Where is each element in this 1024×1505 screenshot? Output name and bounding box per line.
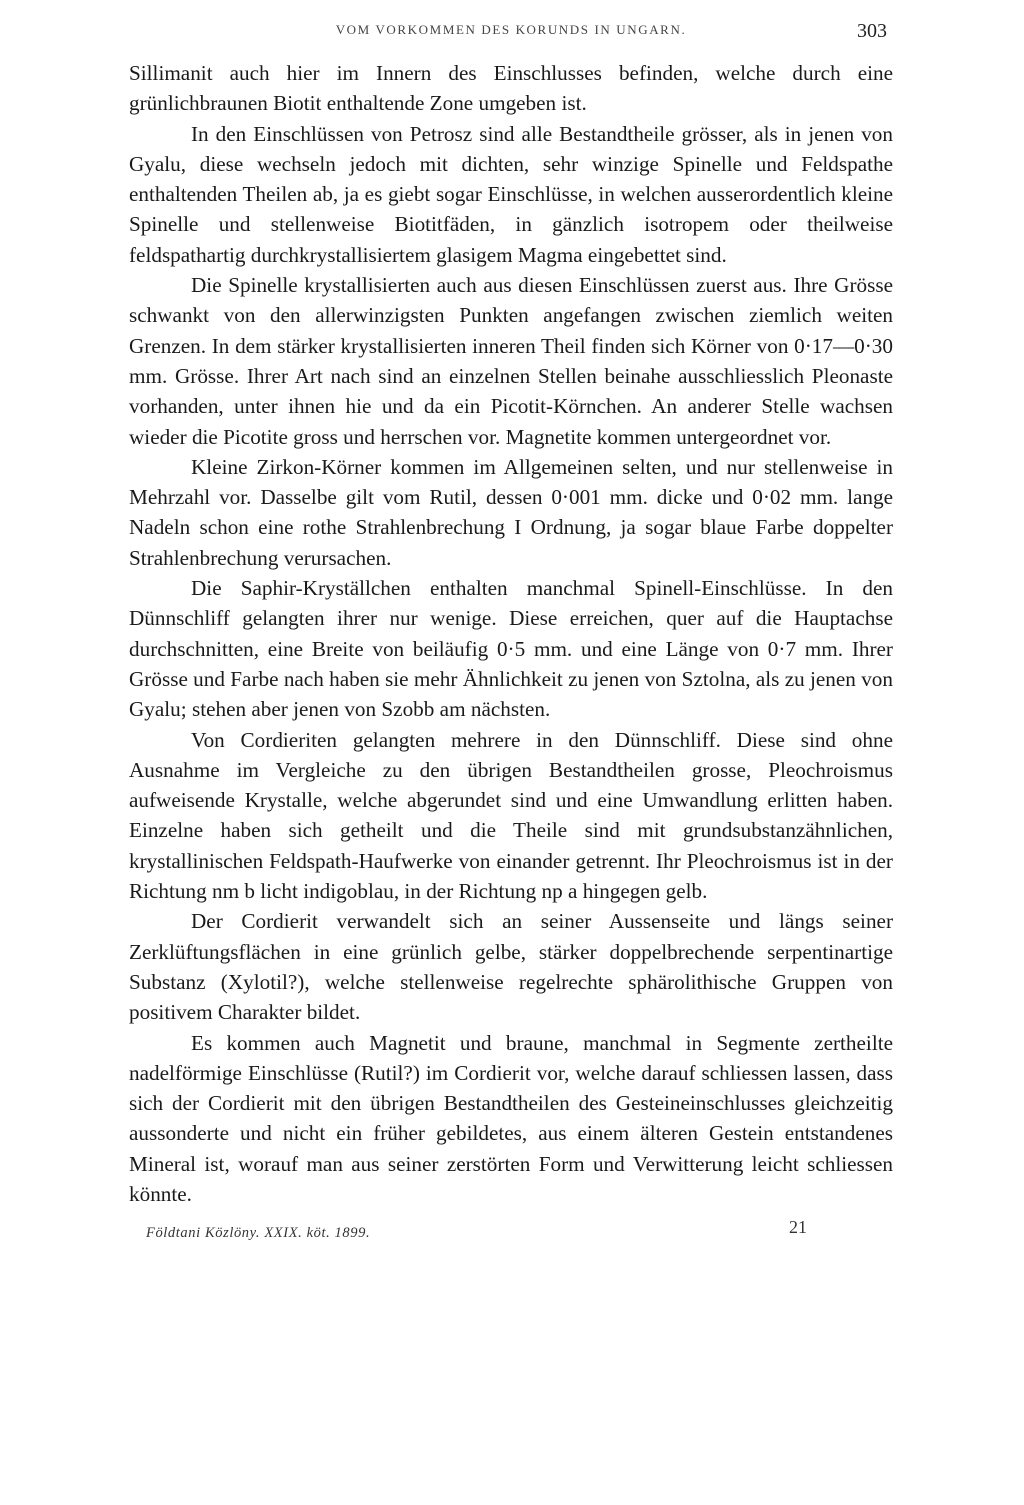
paragraph-zirkon-rutil: Kleine Zirkon-Körner kommen im Allgemeinen selten, und nur stellenweise in Mehrzahl vor. Dasselbe gilt vom Rutil, dessen 0·001 mm. dicke und 0·02 mm. lange Nadeln schon eine rothe Strahlenbrechung I Ordnung, ja sogar blaue Farbe doppelter Strahlenbrechung verursachen.: [129, 454, 893, 570]
paragraph-cordierit-alteration: Der Cordierit verwandelt sich an seiner Aussenseite und längs seiner Zerklüftungsflächen in eine grünlich gelbe, stärker doppelbrechende serpentinartige Substanz (Xylotil?), welche stellenweise regelrechte sphärolithische Gruppen von positivem Charakter bildet.: [129, 909, 893, 1025]
paragraph-saphir: Die Saphir-Kryställchen enthalten manchmal Spinell-Einschlüsse. In den Dünnschliff gelangten ihrer nur wenige. Diese erreichen, quer auf die Hauptachse durchschnitten, eine Breite von beiläufig 0·5 mm. und eine Länge von 0·7 mm. Ihrer Grösse und Farbe nach haben sie mehr Ähnlichkeit zu jenen von Sztolna, als zu jenen von Gyalu; stehen aber jenen von Szobb am nächsten.: [129, 576, 893, 722]
running-title: VOM VORKOMMEN DES KORUNDS IN UNGARN.: [335, 22, 687, 37]
page-footer: [129, 1217, 893, 1247]
paragraph-cordierit: Von Cordieriten gelangten mehrere in den Dünnschliff. Diese sind ohne Ausnahme im Vergleiche zu den übrigen Bestandtheilen grosse, Pleochroismus aufweisende Krystalle, welche abgerundet sind und eine Umwandlung erlitten haben. Einzelne haben sich getheilt und die Theile sind mit grundsubstanzähnlichen, krystallinischen Feldspath-Haufwerke von einander getrennt. Ihr Pleochroismus ist in der Richtung nm b licht indigoblau, in der Richtung np a hingegen gelb.: [129, 727, 893, 904]
paragraph-petrosz-inclusions: In den Einschlüssen von Petrosz sind alle Bestandtheile grösser, als in jenen von Gyalu, diese wechseln jedoch mit dichten, sehr winzige Spinelle und Feldspathe enthaltenden Theilen ab, ja es giebt sogar Einschlüsse, in welchen ausserordentlich kleine Spinelle und stellenweise Biotitfäden, in gänzlich isotropem oder theilweise feldspathartig durchkrystallisiertem glasigem Magma eingebettet sind.: [129, 121, 893, 267]
page-number: 303: [857, 20, 887, 42]
signature-mark: 21: [789, 1217, 807, 1238]
paragraph-spinelle: Die Spinelle krystallisierten auch aus diesen Einschlüssen zuerst aus. Ihre Grösse schwankt von den allerwinzigsten Punkten angefangen zwischen ziemlich weiten Grenzen. In dem stärker krystallisierten inneren Theil finden sich Körner von 0·17—0·30 mm. Grösse. Ihrer Art nach sind an einzelnen Stellen beinahe ausschliesslich Pleonaste vorhanden, unter ihnen hie und da ein Picotit-Körnchen. An anderer Stelle wachsen wieder die Picotite gross und herrschen vor. Magnetite kommen untergeordnet vor.: [129, 273, 893, 449]
body-text: [129, 58, 893, 1209]
paragraph-continued: Sillimanit auch hier im Innern des Einschlusses befinden, welche durch eine grünlichbraunen Biotit enthaltende Zone umgeben ist.: [129, 61, 893, 116]
journal-citation: Földtani Közlöny. XXIX. köt. 1899.: [146, 1225, 371, 1242]
paragraph-magnetit: Es kommen auch Magnetit und braune, manchmal in Segmente zertheilte nadelförmige Einschlüsse (Rutil?) im Cordierit vor, welche darauf schliessen lassen, dass sich der Cordierit mit den übrigen Bestandtheilen des Gesteineinschlusses gleichzeitig aussonderte und nicht ein früher gebildetes, aus einem älteren Gestein entstandenes Mineral ist, worauf man aus seiner zerstörten Form und Verwitterung leicht schliessen könnte.: [129, 1030, 893, 1206]
document-page: [129, 20, 893, 1247]
running-head: [129, 20, 893, 46]
